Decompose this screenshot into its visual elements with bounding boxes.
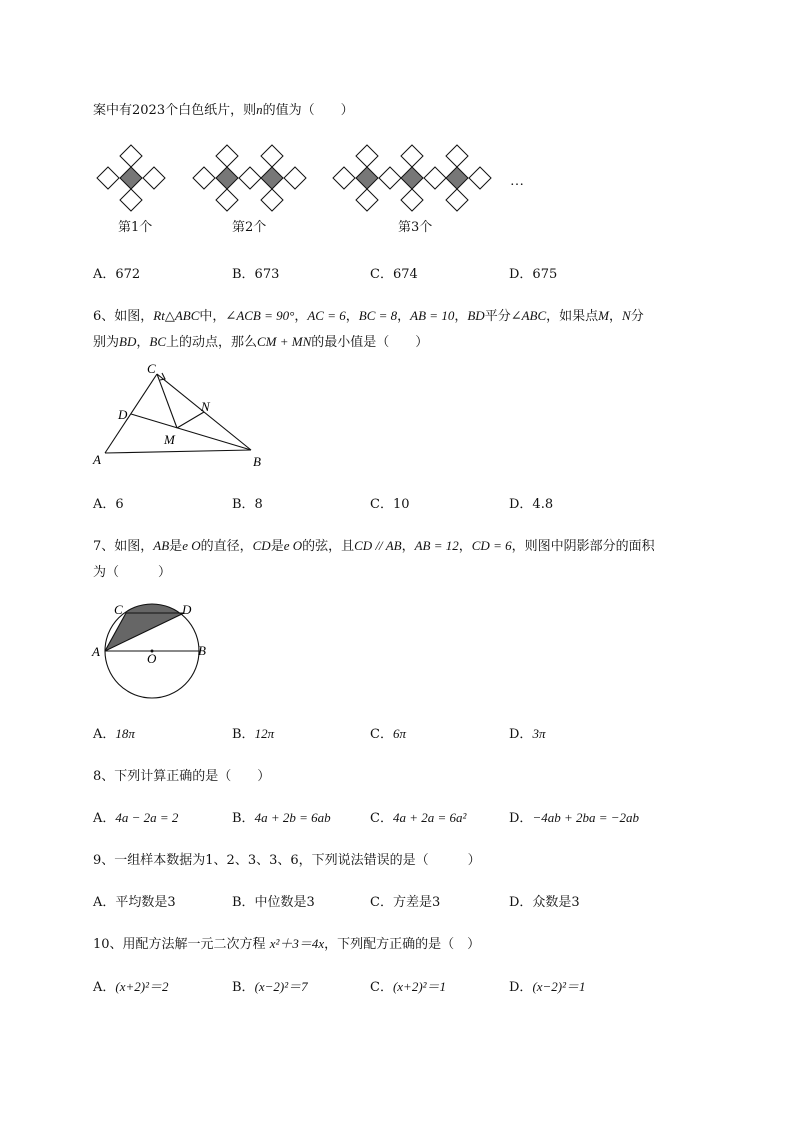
q5-white-diamond [401, 145, 423, 167]
q5-white-diamond [424, 167, 446, 189]
q5-white-diamond [143, 167, 165, 189]
q5-fig-label-3: 第3个 [398, 220, 433, 235]
q6-stem-line1 [93, 305, 644, 324]
q7-circle-figure [88, 598, 218, 708]
q7-option-b: B．12π [232, 726, 275, 742]
q6-text: ， [294, 309, 308, 324]
q8-stem: 8、下列计算正确的是（ ） [93, 769, 271, 784]
q9-option-c: C．方差是3 [370, 895, 441, 910]
q6-math: △ABC [164, 308, 200, 323]
q5-white-diamond [216, 189, 238, 211]
q6-label-m: M [164, 432, 175, 447]
q6-text: 分 [630, 309, 644, 324]
q9-option-b: B．中位数是3 [232, 895, 315, 910]
q6-math: N [622, 308, 631, 323]
q5-white-diamond [379, 167, 401, 189]
q5-white-diamond [446, 189, 468, 211]
q8-option-c: C．4a + 2a = 6a² [370, 810, 467, 826]
q5-white-diamond [333, 167, 355, 189]
q7-math: e O [283, 538, 303, 553]
q5-white-diamond [356, 189, 378, 211]
q6-math: ∠ABC [510, 308, 547, 323]
q7-label-d: D [182, 602, 192, 617]
q6-math: BC [149, 334, 166, 349]
q6-math: ∠ACB = 90° [225, 308, 295, 323]
q5-stem-text: 案中有2023个白色纸片，则 [93, 103, 257, 118]
q6-text: 中， [199, 309, 226, 324]
q8-option-b: B．4a + 2b = 6ab [232, 810, 331, 826]
q5-gray-diamond [216, 167, 238, 189]
q5-white-diamond [261, 145, 283, 167]
q5-gray-diamond [446, 167, 468, 189]
q7-math: AB = 12 [414, 538, 459, 553]
q10-option-a: A．(x+2)²＝2 [93, 979, 169, 995]
q6-text: 上的动点，那么 [166, 335, 258, 350]
q6-math: M [598, 308, 610, 323]
q6-label-d: D [118, 407, 128, 422]
q7-text: ， [401, 539, 415, 554]
q9-option-d: D．众数是3 [509, 895, 580, 910]
q5-white-diamond [120, 189, 142, 211]
q8-option-a: A．4a − 2a = 2 [93, 810, 179, 826]
q7-math: AB [153, 538, 170, 553]
q7-label-b: B [198, 643, 206, 658]
q6-text: ， [609, 309, 623, 324]
q8-option-d: D．−4ab + 2ba = −2ab [509, 810, 640, 826]
q7-label-c: C [114, 602, 123, 617]
q7-option-a: A．18π [93, 726, 135, 742]
q6-triangle-figure [85, 361, 285, 475]
q9-option-a: A．平均数是3 [93, 895, 176, 910]
q6-segment-mn [177, 412, 204, 428]
q5-gray-diamond [401, 167, 423, 189]
q5-gray-diamond [261, 167, 283, 189]
q7-math: CD [252, 538, 271, 553]
q7-label-a: A [92, 644, 100, 659]
q10-stem: 10、用配方法解一元二次方程 x²＋3＝4x，下列配方正确的是（ ） [93, 936, 481, 952]
q5-white-diamond [284, 167, 306, 189]
q7-math: CD // AB [354, 538, 402, 553]
q6-text: ，如果点 [546, 309, 599, 324]
q6-option-c: C．10 [370, 497, 410, 512]
q6-label-b: B [253, 454, 261, 469]
q6-math: AC = 6 [307, 308, 346, 323]
q5-white-diamond [97, 167, 119, 189]
q6-label-n: N [201, 399, 210, 414]
q10-option-b: B．(x−2)²＝7 [232, 979, 308, 995]
q5-option-c: C．674 [370, 267, 418, 282]
q6-math: CM + MN [257, 334, 312, 349]
q10-option-c: C．(x+2)²＝1 [370, 979, 447, 995]
q6-math: Rt [153, 308, 165, 323]
q7-label-o: O [147, 651, 157, 666]
q5-white-diamond [356, 145, 378, 167]
q5-white-diamond [120, 145, 142, 167]
q6-option-b: B．8 [232, 497, 263, 512]
q5-white-diamond [469, 167, 491, 189]
q6-side-ac [105, 374, 157, 453]
q7-text: 的弦，且 [302, 539, 355, 554]
q7-math: CD = 6 [471, 538, 512, 553]
q7-stem-line1 [93, 535, 655, 554]
q6-text: ， [345, 309, 359, 324]
q5-option-b: B．673 [232, 267, 280, 282]
q6-label-c: C [147, 361, 156, 376]
q5-white-diamond [216, 145, 238, 167]
q5-ellipsis: … [510, 174, 524, 189]
q7-text: 是 [169, 539, 183, 554]
q6-text: ， [454, 309, 468, 324]
q6-side-ab [105, 450, 251, 453]
q5-fig-label-2: 第2个 [232, 220, 267, 235]
q5-stem [93, 99, 354, 118]
q6-text: 的最小值是（ ） [311, 335, 429, 350]
q6-math: BD [119, 334, 137, 349]
q9-stem: 9、一组样本数据为1、2、3、3、6，下列说法错误的是（ ） [93, 853, 481, 868]
q7-option-c: C．6π [370, 726, 406, 742]
q5-white-diamond [446, 145, 468, 167]
q7-option-d: D．3π [509, 726, 546, 742]
q5-white-diamond [401, 189, 423, 211]
q6-option-a: A．6 [93, 497, 124, 512]
q6-option-d: D．4.8 [509, 497, 554, 512]
q6-text: ， [397, 309, 411, 324]
q10-option-d: D．(x−2)²＝1 [509, 979, 586, 995]
q7-text: ， [458, 539, 472, 554]
q5-fig-label-1: 第1个 [118, 220, 153, 235]
q7-text: ，则图中阴影部分的面积 [511, 539, 655, 554]
q7-text: 7、如图， [93, 539, 154, 554]
q5-stem-var: n [256, 102, 263, 117]
q5-white-diamond [239, 167, 261, 189]
q5-gray-diamond [120, 167, 142, 189]
q6-label-a: A [93, 452, 101, 467]
q6-text: 平分 [484, 309, 511, 324]
q7-text: 是 [270, 539, 284, 554]
q7-text: 的直径， [200, 539, 253, 554]
q5-stem-text-end: 的值为（ ） [262, 103, 354, 118]
q5-option-d: D．675 [509, 267, 558, 282]
q5-gray-diamond [356, 167, 378, 189]
q6-text: ， [136, 335, 150, 350]
q6-text: 6、如图， [93, 309, 154, 324]
q6-text: 别为 [93, 335, 120, 350]
q5-option-a: A．672 [93, 267, 141, 282]
q5-white-diamond [261, 189, 283, 211]
q7-stem-line2: 为（ ） [93, 565, 172, 580]
q7-math: e O [182, 538, 201, 553]
q6-math: BC = 8 [358, 308, 398, 323]
q6-stem-line2 [93, 331, 428, 350]
q5-white-diamond [193, 167, 215, 189]
q6-math: BD [467, 308, 485, 323]
q6-math: AB = 10 [410, 308, 455, 323]
